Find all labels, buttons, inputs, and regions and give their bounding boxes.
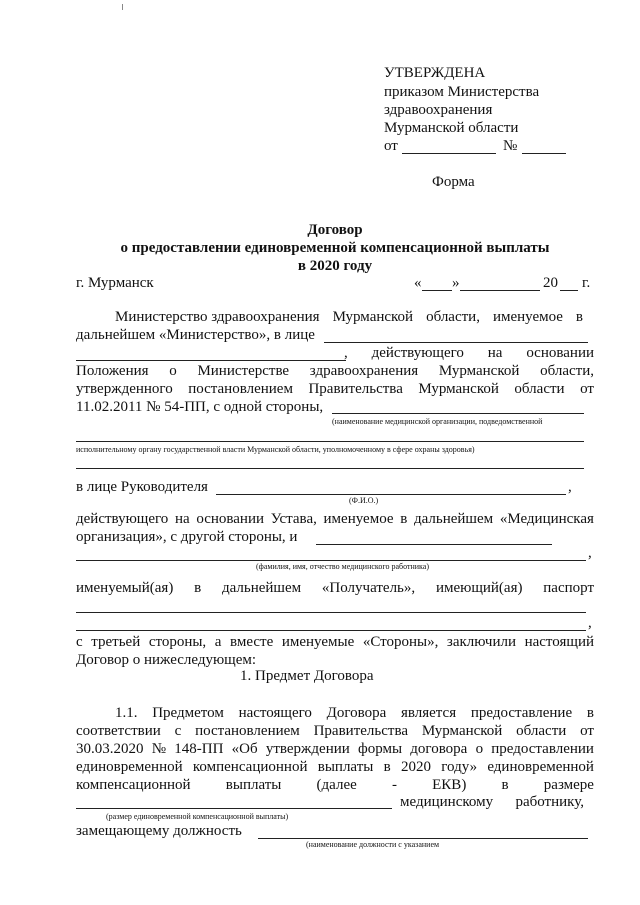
word: предоставлении xyxy=(491,741,594,757)
word: «Об xyxy=(231,741,258,757)
intro-line-6: 11.02.2011 № 54-ПП, с одной стороны, xyxy=(76,399,324,415)
word: ЕКВ) xyxy=(432,777,467,793)
word: области xyxy=(516,723,567,739)
word: Положения xyxy=(76,363,149,379)
word: «Стороны», xyxy=(362,634,439,650)
word: выплаты xyxy=(225,777,282,793)
date-month-line xyxy=(460,290,540,291)
word: заключили xyxy=(446,634,516,650)
word: именуемый(ая) xyxy=(76,580,174,596)
word: а xyxy=(214,634,222,650)
section-1-title: 1. Предмет Договора xyxy=(240,668,374,684)
organization-name-line xyxy=(332,413,584,414)
word: именуемое xyxy=(492,309,563,325)
word: настоящий xyxy=(524,634,594,650)
recipient-line xyxy=(76,580,594,597)
word: единовременной xyxy=(487,759,594,775)
word: выплаты xyxy=(317,759,374,775)
worker-comma: , xyxy=(588,545,592,561)
heading-line-3: в 2020 году xyxy=(297,258,373,274)
word: размере xyxy=(543,777,594,793)
word: от xyxy=(580,381,594,397)
word: дальнейшем xyxy=(413,511,494,527)
word: компенсационной xyxy=(76,777,191,793)
word: компенсационной xyxy=(192,759,308,775)
word: № xyxy=(151,741,167,757)
clause-1-1-line-4 xyxy=(76,759,594,776)
word: Мурманской xyxy=(438,363,520,379)
word: 148-ПП xyxy=(174,741,224,757)
word: единовременной xyxy=(76,759,183,775)
word: Договора xyxy=(326,705,387,721)
word: в xyxy=(383,759,391,775)
word: вместе xyxy=(230,634,274,650)
organization-name-line-3 xyxy=(76,468,584,469)
word: имеющий(ая) xyxy=(435,580,523,596)
representative-name-line xyxy=(324,342,588,343)
city: г. Мурманск xyxy=(76,275,154,291)
word: является xyxy=(400,705,457,721)
representative-name-line-2 xyxy=(76,360,346,361)
word: 30.03.2020 xyxy=(76,741,144,757)
clause-1-1-line-3 xyxy=(76,741,594,758)
word: «Получатель», xyxy=(321,580,416,596)
word: области, xyxy=(540,363,594,379)
word: с xyxy=(174,723,182,739)
passport-line-1 xyxy=(76,612,586,613)
word: утвержденного xyxy=(76,381,173,397)
word: стороны, xyxy=(148,634,207,650)
word: Правительства xyxy=(308,381,403,397)
word: предоставление xyxy=(470,705,573,721)
amount-line xyxy=(76,808,392,809)
word: в xyxy=(575,309,583,325)
word: дальнейшем xyxy=(221,580,302,596)
head-fio-line xyxy=(216,494,566,495)
word: о xyxy=(475,741,484,757)
word: формы xyxy=(358,741,403,757)
word: в xyxy=(501,777,509,793)
word: в xyxy=(194,580,202,596)
clause-1-1-line-2 xyxy=(76,723,594,740)
caption-authority: исполнительному органу государственной власти Мурманской области, уполномоченному в сфере охраны здоровья) xyxy=(76,445,475,454)
word: третьей xyxy=(91,634,141,650)
intro-line-5 xyxy=(76,381,594,398)
date-year-line xyxy=(560,290,578,291)
word: соответствии xyxy=(76,723,161,739)
word: , xyxy=(344,345,348,361)
clause-1-1-line-1 xyxy=(115,705,594,722)
word: году» xyxy=(441,759,478,775)
word: постановлением xyxy=(195,723,300,739)
word: «Медицинская xyxy=(499,511,594,527)
approval-number-line xyxy=(522,153,566,154)
word: 2020 xyxy=(400,759,431,775)
word: именуемое xyxy=(323,511,394,527)
basis-line xyxy=(76,511,594,528)
date-close-quote: » xyxy=(452,275,460,291)
word: постановлением xyxy=(188,381,293,397)
position-label: замещающему должность xyxy=(76,823,242,839)
caption-worker: (фамилия, имя, отчество медицинского работника) xyxy=(256,562,430,571)
approval-date-line xyxy=(402,153,496,154)
word: на xyxy=(487,345,503,361)
word: настоящего xyxy=(238,705,312,721)
approval-line-1: приказом Министерства xyxy=(384,84,540,100)
word: о xyxy=(169,363,177,379)
clause-1-1-line-5 xyxy=(76,777,594,794)
word: в xyxy=(400,511,408,527)
word: договора xyxy=(410,741,468,757)
word: именуемые xyxy=(281,634,355,650)
word: в xyxy=(586,705,594,721)
word: от xyxy=(580,723,594,739)
word: (далее xyxy=(316,777,357,793)
word: Правительства xyxy=(313,723,408,739)
word: основании xyxy=(526,345,594,361)
representative-comma: , xyxy=(568,479,572,495)
clause-1-1-line-6 xyxy=(400,794,584,811)
word: основании xyxy=(196,511,265,527)
word: паспорт xyxy=(543,580,594,596)
organization-name-line-2 xyxy=(76,441,584,442)
intro-line-1 xyxy=(115,309,583,326)
word: Мурманской xyxy=(418,381,499,397)
intro-line-4 xyxy=(76,363,594,380)
word: действующего xyxy=(76,511,169,527)
date-century: 20 xyxy=(543,275,558,291)
organization-line: организация», с другой стороны, и xyxy=(76,529,298,545)
representative-label: в лице Руководителя xyxy=(76,479,208,495)
third-party-line xyxy=(76,634,594,651)
word: Мурманской xyxy=(421,723,503,739)
passport-comma: , xyxy=(588,615,592,631)
word: Министерстве xyxy=(197,363,290,379)
intro-line-2: дальнейшем «Министерство», в лице xyxy=(76,327,315,343)
caption-organization: (наименование медицинской организации, подведомственной xyxy=(332,417,543,426)
contract-line: Договор о нижеследующем: xyxy=(76,652,257,668)
heading-line-2: о предоставлении единовременной компенсационной выплаты xyxy=(120,240,550,256)
caption-fio: (Ф.И.О.) xyxy=(349,496,379,505)
word: области, xyxy=(426,309,480,325)
passport-line-2 xyxy=(76,630,586,631)
date-day-line xyxy=(422,290,452,291)
worker-name-line xyxy=(76,560,586,561)
word: утверждении xyxy=(265,741,350,757)
caption-position: (наименование должности с указанием xyxy=(306,840,440,849)
word: работнику, xyxy=(515,794,584,810)
word: Министерство здравоохранения xyxy=(115,309,320,325)
word: медицинскому xyxy=(400,794,494,810)
word: - xyxy=(391,777,397,793)
date-open-quote: « xyxy=(414,275,422,291)
approval-line-2: здравоохранения xyxy=(384,102,493,118)
word: Мурманской xyxy=(332,309,414,325)
word: с xyxy=(76,634,83,650)
date-year-suffix: г. xyxy=(582,275,591,291)
heading-line-1: Договор xyxy=(307,222,363,238)
word: Предметом xyxy=(152,705,224,721)
approval-number-label: № xyxy=(503,138,518,154)
word: действующего xyxy=(371,345,464,361)
position-line xyxy=(258,838,588,839)
intro-line-3 xyxy=(344,345,594,362)
approval-title: УТВЕРЖДЕНА xyxy=(384,65,486,81)
org-line-blank xyxy=(316,544,552,545)
form-label: Форма xyxy=(432,174,475,190)
word: 1.1. xyxy=(115,705,138,721)
word: Устава, xyxy=(270,511,317,527)
word: на xyxy=(174,511,190,527)
word: области xyxy=(514,381,565,397)
scan-speck xyxy=(122,4,123,10)
approval-from-label: от xyxy=(384,138,398,154)
word: здравоохранения xyxy=(309,363,419,379)
caption-amount: (размер единовременной компенсационной выплаты) xyxy=(106,812,289,821)
approval-line-3: Мурманской области xyxy=(384,120,519,136)
